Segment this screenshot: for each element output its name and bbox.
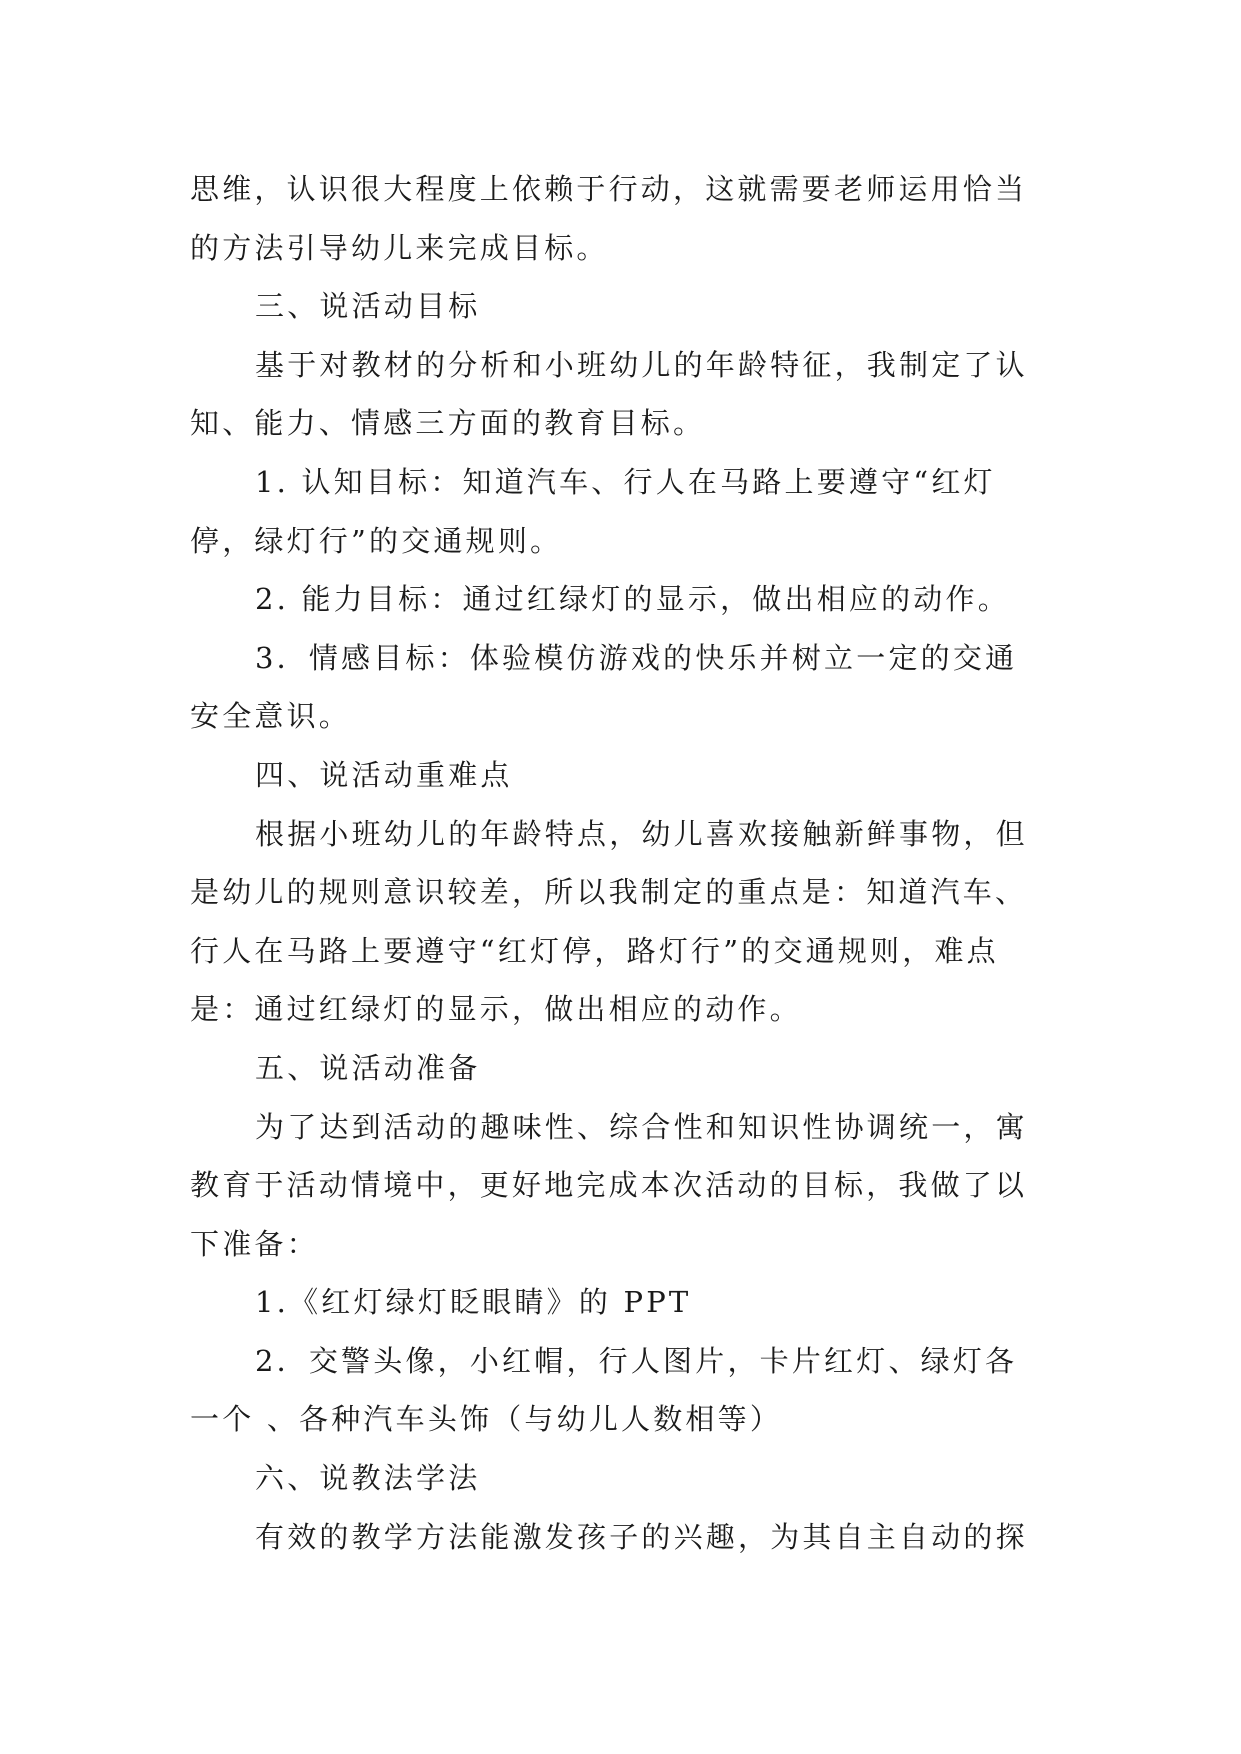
text-line: 行人在马路上要遵守“红灯停，路灯行”的交通规则，难点 xyxy=(190,933,999,968)
list-item: 1. 认知目标：知道汽车、行人在马路上要遵守“红灯 xyxy=(255,464,996,499)
text-line: 是：通过红绿灯的显示，做出相应的动作。 xyxy=(190,992,802,1027)
list-item: 2．交警头像，小红帽，行人图片，卡片红灯、绿灯各 xyxy=(255,1343,1018,1378)
list-item: 3．情感目标：体验模仿游戏的快乐并树立一定的交通 xyxy=(255,640,1018,675)
text-line: 根据小班幼儿的年龄特点，幼儿喜欢接触新鲜事物，但 xyxy=(255,816,1028,851)
text-line: 知、能力、情感三方面的教育目标。 xyxy=(190,406,706,441)
list-item: 2. 能力目标：通过红绿灯的显示，做出相应的动作。 xyxy=(255,582,1010,617)
text-line: 是幼儿的规则意识较差，所以我制定的重点是：知道汽车、 xyxy=(190,875,1028,910)
text-line: 教育于活动情境中，更好地完成本次活动的目标，我做了以 xyxy=(190,1168,1028,1203)
section-heading: 四、说活动重难点 xyxy=(255,757,513,792)
document-body xyxy=(190,160,1060,1566)
text-line: 的方法引导幼儿来完成目标。 xyxy=(190,230,609,265)
section-heading: 三、说活动目标 xyxy=(255,289,481,324)
section-heading: 六、说教法学法 xyxy=(255,1461,481,1496)
text-line: 安全意识。 xyxy=(190,699,352,734)
text-line: 停，绿灯行”的交通规则。 xyxy=(190,523,563,558)
section-heading: 五、说活动准备 xyxy=(255,1050,481,1085)
list-item: 1.《红灯绿灯眨眼睛》的 PPT xyxy=(255,1285,692,1320)
text-line: 思维，认识很大程度上依赖于行动，这就需要老师运用恰当 xyxy=(190,172,1028,206)
text-line: 为了达到活动的趣味性、综合性和知识性协调统一，寓 xyxy=(255,1109,1028,1144)
text-line: 基于对教材的分析和小班幼儿的年龄特征，我制定了认 xyxy=(255,347,1028,382)
text-line: 下准备： xyxy=(190,1226,319,1261)
text-line: 有效的教学方法能激发孩子的兴趣，为其自主自动的探 xyxy=(255,1519,1028,1554)
text-line: 一个 、各种汽车头饰（与幼儿人数相等） xyxy=(190,1402,783,1437)
